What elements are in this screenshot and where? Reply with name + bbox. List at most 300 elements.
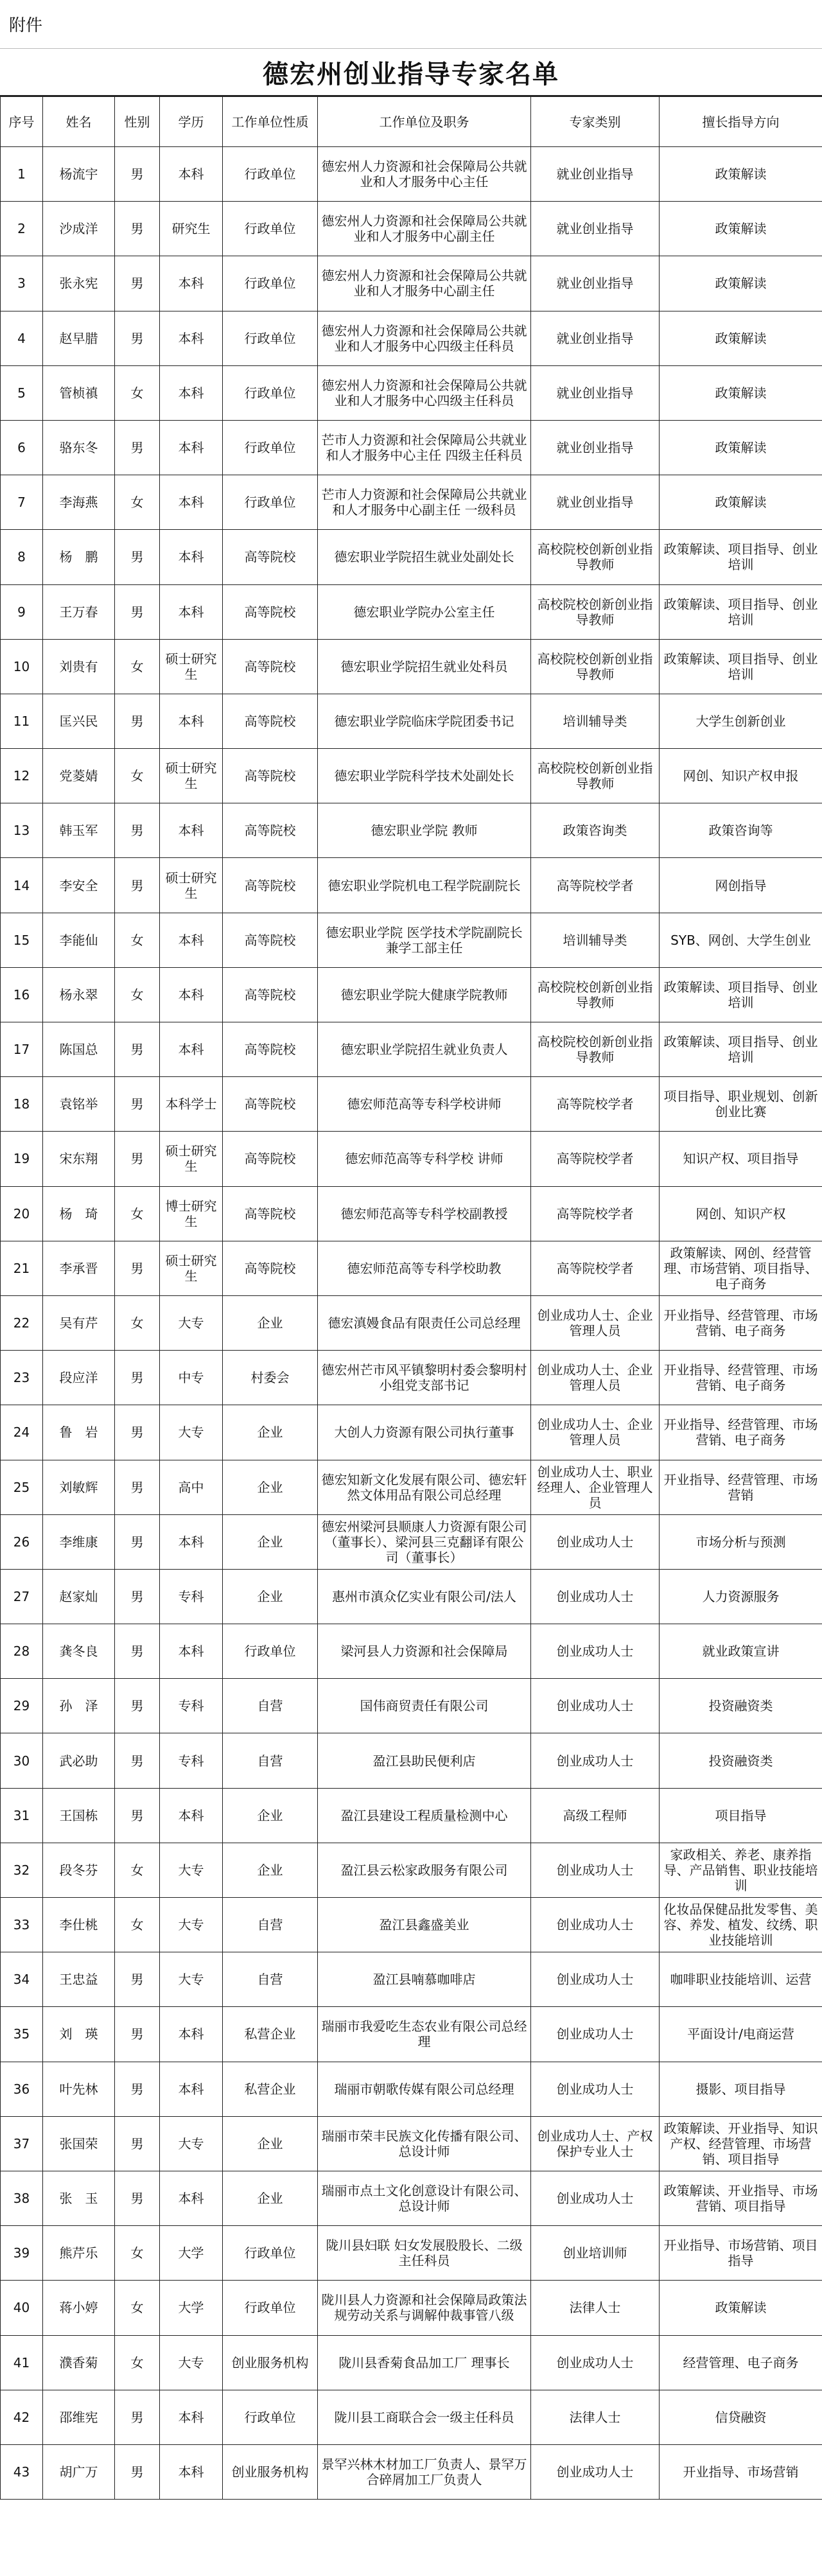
cell-expert-category: 创业成功人士	[531, 1898, 660, 1952]
cell-unit-type: 行政单位	[223, 202, 318, 256]
cell-unit-type: 私营企业	[223, 2007, 318, 2062]
cell-specialty: SYB、网创、大学生创业	[660, 913, 822, 967]
cell-unit-type: 高等院校	[223, 1241, 318, 1295]
cell-education: 本科	[160, 2062, 223, 2116]
cell-specialty: 政策解读	[660, 2281, 822, 2335]
cell-education: 大专	[160, 1952, 223, 2007]
cell-index: 38	[1, 2171, 43, 2225]
cell-unit-type: 高等院校	[223, 803, 318, 858]
cell-expert-category: 创业成功人士、企业管理人员	[531, 1405, 660, 1460]
cell-expert-category: 高等院校学者	[531, 1077, 660, 1132]
table-row	[1, 803, 822, 858]
cell-education: 本科	[160, 256, 223, 311]
cell-index: 27	[1, 1569, 43, 1624]
table-row	[1, 639, 822, 694]
cell-expert-category: 创业成功人士	[531, 1952, 660, 2007]
cell-expert-category: 创业成功人士、职业经理人、企业管理人员	[531, 1460, 660, 1514]
cell-name: 沙成洋	[43, 202, 115, 256]
cell-name: 段冬芬	[43, 1843, 115, 1897]
cell-gender: 女	[115, 1295, 160, 1350]
cell-specialty: 投资融资类	[660, 1733, 822, 1788]
cell-education: 本科	[160, 475, 223, 530]
cell-gender: 男	[115, 1952, 160, 2007]
cell-index: 29	[1, 1679, 43, 1733]
cell-name: 张永宪	[43, 256, 115, 311]
cell-specialty: 政策解读	[660, 420, 822, 475]
cell-expert-category: 就业创业指导	[531, 311, 660, 365]
table-row	[1, 1022, 822, 1077]
table-row	[1, 2335, 822, 2390]
cell-expert-category: 法律人士	[531, 2281, 660, 2335]
cell-unit-position: 瑞丽市荣丰民族文化传播有限公司、总设计师	[318, 2116, 531, 2171]
column-header: 擅长指导方向	[660, 97, 822, 147]
cell-unit-type: 自营	[223, 1952, 318, 2007]
cell-name: 王忠益	[43, 1952, 115, 2007]
cell-expert-category: 创业成功人士	[531, 1679, 660, 1733]
cell-name: 叶先林	[43, 2062, 115, 2116]
cell-gender: 男	[115, 694, 160, 748]
cell-name: 杨 琦	[43, 1186, 115, 1241]
cell-education: 硕士研究生	[160, 1241, 223, 1295]
cell-gender: 女	[115, 2281, 160, 2335]
table-row	[1, 1132, 822, 1186]
page-title: 德宏州创业指导专家名单	[0, 49, 822, 96]
cell-unit-position: 瑞丽市朝歌传媒有限公司总经理	[318, 2062, 531, 2116]
cell-education: 本科	[160, 530, 223, 584]
cell-expert-category: 高等院校学者	[531, 1132, 660, 1186]
cell-name: 杨流宇	[43, 147, 115, 202]
cell-unit-position: 德宏师范高等专科学校副教授	[318, 1186, 531, 1241]
cell-expert-category: 高校院校创新创业指导教师	[531, 749, 660, 803]
cell-gender: 女	[115, 967, 160, 1022]
cell-expert-category: 高校院校创新创业指导教师	[531, 584, 660, 639]
cell-specialty: 政策解读	[660, 475, 822, 530]
cell-name: 刘贵有	[43, 639, 115, 694]
cell-unit-position: 盈江县鑫盛美业	[318, 1898, 531, 1952]
cell-name: 张国荣	[43, 2116, 115, 2171]
cell-gender: 女	[115, 1186, 160, 1241]
cell-education: 硕士研究生	[160, 639, 223, 694]
cell-gender: 男	[115, 1077, 160, 1132]
column-header: 学历	[160, 97, 223, 147]
cell-education: 中专	[160, 1351, 223, 1405]
cell-education: 本科	[160, 365, 223, 420]
cell-gender: 男	[115, 1351, 160, 1405]
cell-unit-position: 芒市人力资源和社会保障局公共就业和人才服务中心主任 四级主任科员	[318, 420, 531, 475]
cell-education: 大专	[160, 2335, 223, 2390]
cell-expert-category: 创业成功人士	[531, 2062, 660, 2116]
cell-education: 高中	[160, 1460, 223, 1514]
cell-index: 7	[1, 475, 43, 530]
cell-name: 蒋小婷	[43, 2281, 115, 2335]
cell-unit-type: 行政单位	[223, 256, 318, 311]
cell-education: 大专	[160, 1405, 223, 1460]
cell-unit-position: 德宏师范高等专科学校讲师	[318, 1077, 531, 1132]
cell-gender: 男	[115, 1788, 160, 1843]
column-header: 姓名	[43, 97, 115, 147]
table-row	[1, 1295, 822, 1350]
cell-index: 9	[1, 584, 43, 639]
table-row	[1, 1351, 822, 1405]
cell-gender: 男	[115, 858, 160, 913]
expert-table	[0, 96, 822, 2500]
cell-gender: 男	[115, 584, 160, 639]
cell-index: 14	[1, 858, 43, 913]
cell-unit-type: 企业	[223, 1405, 318, 1460]
cell-education: 硕士研究生	[160, 1132, 223, 1186]
cell-unit-type: 私营企业	[223, 2062, 318, 2116]
table-row	[1, 1569, 822, 1624]
cell-education: 大学	[160, 2226, 223, 2281]
cell-index: 42	[1, 2390, 43, 2444]
cell-expert-category: 法律人士	[531, 2390, 660, 2444]
cell-unit-position: 德宏州人力资源和社会保障局公共就业和人才服务中心副主任	[318, 256, 531, 311]
cell-name: 王国栋	[43, 1788, 115, 1843]
cell-index: 25	[1, 1460, 43, 1514]
table-row	[1, 967, 822, 1022]
cell-index: 20	[1, 1186, 43, 1241]
cell-unit-type: 高等院校	[223, 1186, 318, 1241]
table-row	[1, 1898, 822, 1952]
cell-expert-category: 创业成功人士	[531, 1733, 660, 1788]
cell-index: 24	[1, 1405, 43, 1460]
table-row	[1, 2171, 822, 2225]
cell-unit-type: 高等院校	[223, 967, 318, 1022]
cell-gender: 男	[115, 1132, 160, 1186]
cell-unit-position: 大创人力资源有限公司执行董事	[318, 1405, 531, 1460]
cell-unit-type: 高等院校	[223, 694, 318, 748]
cell-index: 3	[1, 256, 43, 311]
cell-index: 35	[1, 2007, 43, 2062]
cell-specialty: 市场分析与预测	[660, 1514, 822, 1569]
cell-gender: 男	[115, 256, 160, 311]
cell-expert-category: 创业成功人士	[531, 2444, 660, 2499]
cell-expert-category: 创业成功人士、产权保护专业人士	[531, 2116, 660, 2171]
table-row	[1, 2007, 822, 2062]
cell-education: 本科	[160, 2444, 223, 2499]
cell-specialty: 网创、知识产权申报	[660, 749, 822, 803]
table-row	[1, 694, 822, 748]
cell-unit-type: 企业	[223, 1460, 318, 1514]
table-row	[1, 1843, 822, 1897]
cell-unit-position: 景罕兴林木材加工厂负责人、景罕万合碎屑加工厂负责人	[318, 2444, 531, 2499]
table-row	[1, 530, 822, 584]
cell-unit-position: 瑞丽市我爱吃生态农业有限公司总经理	[318, 2007, 531, 2062]
cell-unit-position: 盈江县助民便利店	[318, 1733, 531, 1788]
cell-gender: 男	[115, 1733, 160, 1788]
cell-unit-type: 行政单位	[223, 1624, 318, 1679]
cell-gender: 男	[115, 1569, 160, 1624]
cell-expert-category: 高等院校学者	[531, 1241, 660, 1295]
cell-specialty: 政策解读、项目指导、创业培训	[660, 584, 822, 639]
cell-unit-position: 德宏州人力资源和社会保障局公共就业和人才服务中心副主任	[318, 202, 531, 256]
cell-unit-type: 行政单位	[223, 475, 318, 530]
cell-unit-position: 德宏职业学院科学技术处副处长	[318, 749, 531, 803]
cell-name: 龚冬良	[43, 1624, 115, 1679]
cell-unit-type: 行政单位	[223, 2390, 318, 2444]
cell-name: 段应洋	[43, 1351, 115, 1405]
cell-name: 陈国总	[43, 1022, 115, 1077]
column-header: 序号	[1, 97, 43, 147]
cell-unit-type: 高等院校	[223, 913, 318, 967]
cell-unit-position: 梁河县人力资源和社会保障局	[318, 1624, 531, 1679]
cell-education: 大专	[160, 2116, 223, 2171]
cell-specialty: 政策咨询等	[660, 803, 822, 858]
cell-specialty: 大学生创新创业	[660, 694, 822, 748]
cell-name: 胡广万	[43, 2444, 115, 2499]
cell-name: 李海燕	[43, 475, 115, 530]
table-row	[1, 2226, 822, 2281]
cell-index: 37	[1, 2116, 43, 2171]
cell-unit-position: 德宏职业学院招生就业负责人	[318, 1022, 531, 1077]
cell-unit-position: 芒市人力资源和社会保障局公共就业和人才服务中心副主任 一级科员	[318, 475, 531, 530]
cell-expert-category: 高校院校创新创业指导教师	[531, 1022, 660, 1077]
cell-name: 刘敏辉	[43, 1460, 115, 1514]
cell-education: 本科	[160, 147, 223, 202]
cell-index: 31	[1, 1788, 43, 1843]
cell-education: 本科学士	[160, 1077, 223, 1132]
cell-gender: 男	[115, 803, 160, 858]
cell-gender: 男	[115, 2062, 160, 2116]
cell-unit-position: 德宏滇嫚食品有限责任公司总经理	[318, 1295, 531, 1350]
cell-education: 本科	[160, 913, 223, 967]
cell-expert-category: 高校院校创新创业指导教师	[531, 639, 660, 694]
cell-gender: 女	[115, 365, 160, 420]
table-row	[1, 1241, 822, 1295]
cell-education: 本科	[160, 2007, 223, 2062]
cell-education: 研究生	[160, 202, 223, 256]
cell-specialty: 政策解读、项目指导、创业培训	[660, 967, 822, 1022]
cell-education: 专科	[160, 1569, 223, 1624]
cell-unit-type: 高等院校	[223, 858, 318, 913]
cell-specialty: 政策解读	[660, 365, 822, 420]
cell-gender: 男	[115, 1241, 160, 1295]
cell-unit-type: 行政单位	[223, 311, 318, 365]
cell-unit-position: 德宏师范高等专科学校 讲师	[318, 1132, 531, 1186]
table-row	[1, 2390, 822, 2444]
table-row	[1, 913, 822, 967]
table-row	[1, 475, 822, 530]
cell-index: 6	[1, 420, 43, 475]
cell-index: 21	[1, 1241, 43, 1295]
cell-name: 杨 鹏	[43, 530, 115, 584]
cell-specialty: 政策解读	[660, 202, 822, 256]
cell-unit-type: 自营	[223, 1679, 318, 1733]
cell-education: 博士研究生	[160, 1186, 223, 1241]
cell-unit-position: 德宏州芒市风平镇黎明村委会黎明村小组党支部书记	[318, 1351, 531, 1405]
table-row	[1, 365, 822, 420]
cell-expert-category: 政策咨询类	[531, 803, 660, 858]
cell-expert-category: 高等院校学者	[531, 858, 660, 913]
cell-index: 12	[1, 749, 43, 803]
cell-name: 李维康	[43, 1514, 115, 1569]
cell-name: 管桢禛	[43, 365, 115, 420]
cell-name: 吴有芹	[43, 1295, 115, 1350]
cell-index: 5	[1, 365, 43, 420]
cell-expert-category: 创业成功人士、企业管理人员	[531, 1351, 660, 1405]
cell-gender: 男	[115, 1679, 160, 1733]
cell-expert-category: 创业成功人士	[531, 1569, 660, 1624]
cell-unit-type: 行政单位	[223, 365, 318, 420]
cell-unit-type: 高等院校	[223, 584, 318, 639]
cell-education: 硕士研究生	[160, 858, 223, 913]
cell-expert-category: 就业创业指导	[531, 147, 660, 202]
cell-specialty: 政策解读	[660, 256, 822, 311]
cell-name: 濮香菊	[43, 2335, 115, 2390]
cell-education: 本科	[160, 1022, 223, 1077]
cell-gender: 男	[115, 2444, 160, 2499]
cell-unit-type: 高等院校	[223, 1077, 318, 1132]
cell-specialty: 开业指导、经营管理、市场营销、电子商务	[660, 1295, 822, 1350]
cell-education: 本科	[160, 1514, 223, 1569]
cell-education: 本科	[160, 967, 223, 1022]
cell-unit-position: 德宏职业学院大健康学院教师	[318, 967, 531, 1022]
cell-expert-category: 就业创业指导	[531, 365, 660, 420]
column-header: 性别	[115, 97, 160, 147]
cell-specialty: 网创指导	[660, 858, 822, 913]
cell-gender: 男	[115, 202, 160, 256]
cell-education: 大专	[160, 1843, 223, 1897]
cell-unit-position: 盈江县喃慕咖啡店	[318, 1952, 531, 2007]
cell-expert-category: 培训辅导类	[531, 694, 660, 748]
cell-unit-type: 高等院校	[223, 1132, 318, 1186]
cell-unit-type: 行政单位	[223, 147, 318, 202]
cell-index: 22	[1, 1295, 43, 1350]
column-header: 专家类别	[531, 97, 660, 147]
cell-gender: 女	[115, 639, 160, 694]
column-header: 工作单位及职务	[318, 97, 531, 147]
cell-education: 大专	[160, 1295, 223, 1350]
cell-name: 赵家灿	[43, 1569, 115, 1624]
cell-unit-type: 自营	[223, 1898, 318, 1952]
cell-expert-category: 创业成功人士	[531, 2335, 660, 2390]
cell-specialty: 开业指导、经营管理、市场营销、电子商务	[660, 1405, 822, 1460]
table-row	[1, 1788, 822, 1843]
cell-unit-type: 行政单位	[223, 420, 318, 475]
cell-gender: 女	[115, 1843, 160, 1897]
cell-gender: 女	[115, 1898, 160, 1952]
cell-unit-position: 德宏州人力资源和社会保障局公共就业和人才服务中心四级主任科员	[318, 365, 531, 420]
cell-specialty: 项目指导	[660, 1788, 822, 1843]
cell-name: 王万春	[43, 584, 115, 639]
cell-expert-category: 创业成功人士	[531, 1624, 660, 1679]
table-row	[1, 1624, 822, 1679]
cell-unit-type: 企业	[223, 1843, 318, 1897]
cell-index: 15	[1, 913, 43, 967]
cell-gender: 男	[115, 2116, 160, 2171]
cell-index: 41	[1, 2335, 43, 2390]
cell-unit-type: 行政单位	[223, 2226, 318, 2281]
cell-expert-category: 高级工程师	[531, 1788, 660, 1843]
cell-specialty: 政策解读、项目指导、创业培训	[660, 1022, 822, 1077]
cell-specialty: 项目指导、职业规划、创新创业比赛	[660, 1077, 822, 1132]
cell-index: 43	[1, 2444, 43, 2499]
cell-specialty: 化妆品保健品批发零售、美容、养发、植发、纹绣、职业技能培训	[660, 1898, 822, 1952]
table-row	[1, 2062, 822, 2116]
cell-unit-position: 陇川县人力资源和社会保障局政策法规劳动关系与调解仲裁事管八级	[318, 2281, 531, 2335]
cell-education: 本科	[160, 2171, 223, 2225]
cell-education: 硕士研究生	[160, 749, 223, 803]
cell-name: 杨永翠	[43, 967, 115, 1022]
table-row	[1, 1733, 822, 1788]
cell-gender: 男	[115, 1460, 160, 1514]
cell-specialty: 政策解读、开业指导、知识产权、经营管理、市场营销、项目指导	[660, 2116, 822, 2171]
cell-index: 39	[1, 2226, 43, 2281]
cell-specialty: 政策解读、项目指导、创业培训	[660, 530, 822, 584]
cell-unit-type: 行政单位	[223, 2281, 318, 2335]
cell-unit-position: 陇川县妇联 妇女发展股股长、二级主任科员	[318, 2226, 531, 2281]
cell-specialty: 投资融资类	[660, 1679, 822, 1733]
table-row	[1, 584, 822, 639]
cell-unit-type: 创业服务机构	[223, 2444, 318, 2499]
cell-gender: 男	[115, 2171, 160, 2225]
cell-education: 本科	[160, 311, 223, 365]
table-row	[1, 1514, 822, 1569]
cell-specialty: 政策解读、开业指导、市场营销、项目指导	[660, 2171, 822, 2225]
cell-unit-type: 自营	[223, 1733, 318, 1788]
cell-name: 宋东翔	[43, 1132, 115, 1186]
cell-unit-position: 国伟商贸责任有限公司	[318, 1679, 531, 1733]
cell-unit-position: 德宏职业学院 教师	[318, 803, 531, 858]
cell-name: 刘 瑛	[43, 2007, 115, 2062]
cell-expert-category: 就业创业指导	[531, 475, 660, 530]
cell-unit-position: 德宏职业学院办公室主任	[318, 584, 531, 639]
cell-index: 17	[1, 1022, 43, 1077]
cell-expert-category: 创业成功人士	[531, 2007, 660, 2062]
cell-specialty: 网创、知识产权	[660, 1186, 822, 1241]
cell-unit-position: 陇川县工商联合会一级主任科员	[318, 2390, 531, 2444]
cell-index: 2	[1, 202, 43, 256]
cell-index: 36	[1, 2062, 43, 2116]
cell-index: 8	[1, 530, 43, 584]
cell-expert-category: 创业成功人士	[531, 2171, 660, 2225]
cell-unit-type: 企业	[223, 1295, 318, 1350]
attachment-label: 附件	[0, 0, 822, 49]
cell-name: 李安全	[43, 858, 115, 913]
cell-index: 19	[1, 1132, 43, 1186]
cell-gender: 男	[115, 1022, 160, 1077]
cell-index: 28	[1, 1624, 43, 1679]
cell-expert-category: 创业成功人士、企业管理人员	[531, 1295, 660, 1350]
cell-index: 18	[1, 1077, 43, 1132]
cell-expert-category: 创业成功人士	[531, 1843, 660, 1897]
cell-name: 张 玉	[43, 2171, 115, 2225]
cell-index: 34	[1, 1952, 43, 2007]
cell-expert-category: 就业创业指导	[531, 256, 660, 311]
cell-expert-category: 高校院校创新创业指导教师	[531, 967, 660, 1022]
cell-specialty: 就业政策宣讲	[660, 1624, 822, 1679]
table-row	[1, 2116, 822, 2171]
cell-gender: 男	[115, 311, 160, 365]
cell-education: 本科	[160, 1624, 223, 1679]
table-body	[1, 147, 822, 2500]
cell-specialty: 平面设计/电商运营	[660, 2007, 822, 2062]
table-row	[1, 1077, 822, 1132]
cell-unit-position: 德宏职业学院临床学院团委书记	[318, 694, 531, 748]
cell-unit-position: 盈江县建设工程质量检测中心	[318, 1788, 531, 1843]
cell-expert-category: 高等院校学者	[531, 1186, 660, 1241]
cell-unit-position: 德宏职业学院招生就业处副处长	[318, 530, 531, 584]
cell-name: 李承晋	[43, 1241, 115, 1295]
cell-unit-type: 企业	[223, 1569, 318, 1624]
cell-index: 32	[1, 1843, 43, 1897]
table-header-row	[1, 97, 822, 147]
cell-specialty: 政策解读	[660, 311, 822, 365]
cell-specialty: 经营管理、电子商务	[660, 2335, 822, 2390]
cell-gender: 男	[115, 1405, 160, 1460]
cell-gender: 女	[115, 475, 160, 530]
cell-name: 韩玉军	[43, 803, 115, 858]
